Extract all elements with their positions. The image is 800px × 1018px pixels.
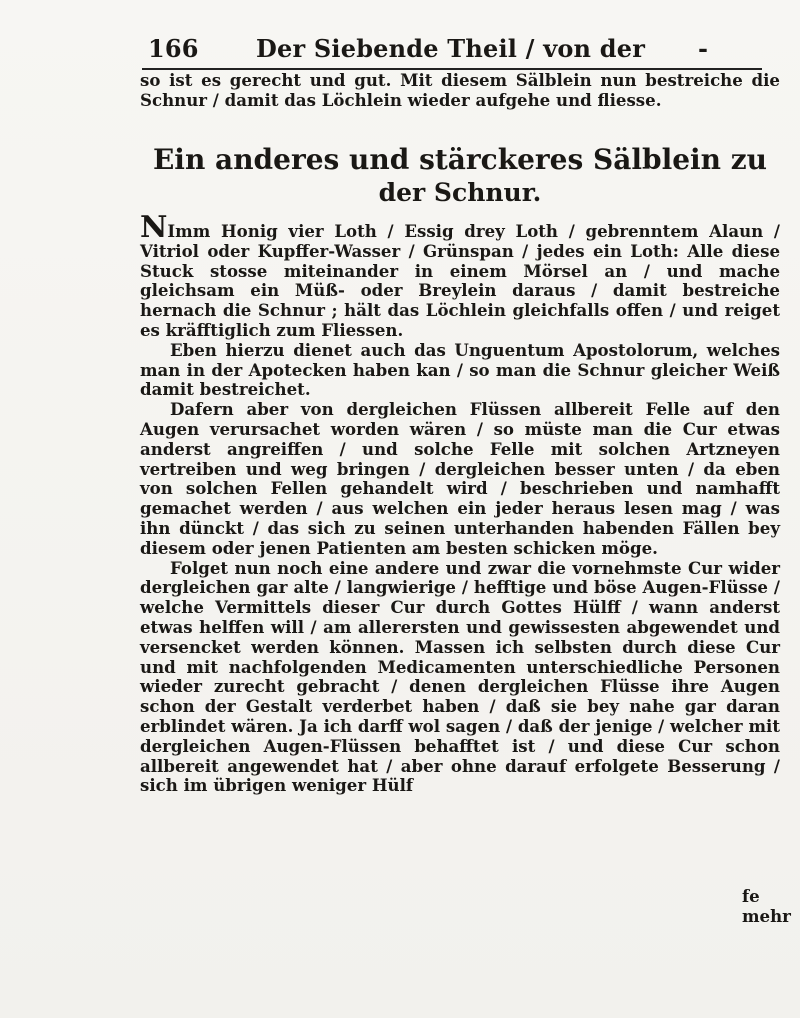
page-header: [138, 34, 778, 68]
paragraph-recipe: NImm Honig vier Loth / Essig drey Loth / gebrenntem Alaun / Vitriol oder Kupffer-Wasser / Grünspan / jedes ein Loth: Alle diese Stuck stosse miteinander in einem Mörsel an / und mache gleichsam ein Müß- oder Breylein daraus / damit bestreiche hernach die Schnur ; hält das Löchlein gleichfalls offen / und reiget es kräfftiglich zum Fliessen.: [140, 210, 780, 340]
intro-paragraph: so ist es gerecht und gut. Mit diesem Sälblein nun bestreiche die Schnur / damit das Löchlein wieder aufgehe und fliesse.: [140, 70, 780, 110]
section-title-line-1: Ein anderes und stärckeres Sälblein zu: [152, 143, 768, 176]
header-mark: -: [698, 34, 709, 63]
page-number: 166: [148, 34, 199, 63]
section-title-line-2: der Schnur.: [378, 178, 542, 207]
catchword: fe mehr: [742, 886, 791, 926]
paragraph-cur: Folget nun noch eine andere und zwar die vornehmste Cur wider dergleichen gar alte / langwierige / hefftige und böse Augen-Flüsse / welche Vermittels dieser Cur durch Gottes Hülff / wann anderst etwas helffen will / am allerersten und gewissesten abgewendet und versencket werden können. Massen ich selbsten durch diese Cur und mit nachfolgenden Medicamenten unterschiedliche Personen wieder zurecht gebracht / denen dergleichen Flüsse ihre Augen schon der Gestalt verderbet haben / daß sie bey nahe gar daran erblindet wären. Ja ich darff wol sagen / daß der jenige / welcher mit dergleichen Augen-Flüssen behafftet ist / und diese Cur schon allbereit angewendet hat / aber ohne darauf erfolgete Besserung / sich im übrigen weniger Hülf: [140, 557, 780, 796]
paragraph-unguentum: Eben hierzu dienet auch das Unguentum Apostolorum, welches man in der Apotecken haben kan / so man die Schnur gleicher Weiß damit bestreichet.: [140, 339, 780, 400]
intro-text-block: [140, 71, 780, 111]
section-title: [140, 143, 780, 209]
paragraph-felle: Dafern aber von dergleichen Flüssen allbereit Felle auf den Augen verursachet worden wären / so müste man die Cur etwas anderst angreiffen / und solche Felle mit solchen Artzneyen vertreiben und weg bringen / dergleichen besser unten / da eben von solchen Fellen gehandelt wird / beschrieben und namhafft gemachet werden / aus welchen ein jeder heraus lesen mag / was ihn dünckt / das sich zu seinen unterhanden habenden Fällen bey diesem oder jenen Patienten am besten schicken möge.: [140, 399, 780, 558]
running-head: Der Siebende Theil / von der: [256, 34, 646, 63]
body-text-block: [140, 210, 780, 796]
